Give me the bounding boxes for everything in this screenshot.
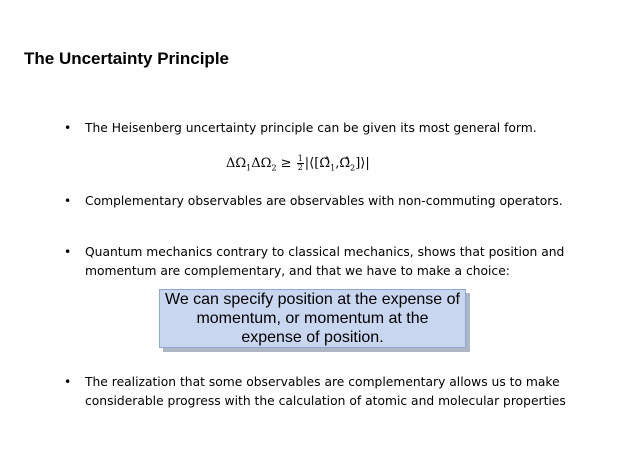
formula-subscript: 2 xyxy=(350,163,356,173)
bullet-item xyxy=(64,373,584,411)
bullet-item xyxy=(64,192,584,211)
bullet-text: Complementary observables are observables with non-commuting operators. xyxy=(85,194,563,208)
bullet-item xyxy=(64,119,584,138)
formula-operator: Ω̂ xyxy=(339,156,351,171)
uncertainty-formula xyxy=(226,155,370,173)
bullet-text: The realization that some observables are complementary allows us to make considerable progress with the calculation of atomic and molecular properties xyxy=(85,375,566,408)
callout-text: We can specify position at the expense of momentum, or momentum at the expense of position. xyxy=(165,291,460,346)
formula-subscript: 2 xyxy=(271,163,277,173)
formula-fraction xyxy=(297,155,304,172)
formula-operator: Ω̂ xyxy=(319,156,331,171)
formula-term: ΔΩ xyxy=(251,156,272,171)
formula-relation: ≥ xyxy=(276,156,296,171)
bullet-marker: • xyxy=(64,375,72,389)
formula-subscript: 1 xyxy=(246,163,252,173)
fraction-denominator: 2 xyxy=(297,163,303,172)
bullet-marker: • xyxy=(64,121,72,135)
formula-subscript: 1 xyxy=(330,163,336,173)
formula-bracket: |⟨[ xyxy=(304,156,320,171)
slide-title: The Uncertainty Principle xyxy=(24,49,229,68)
bullet-marker: • xyxy=(64,245,72,259)
formula-bracket: ]⟩| xyxy=(355,156,370,171)
bullet-text: Quantum mechanics contrary to classical mechanics, shows that position and momentum are complementary, and that we have to make a choice: xyxy=(85,245,565,278)
formula-term: ΔΩ xyxy=(226,156,247,171)
bullet-marker: • xyxy=(64,194,72,208)
fraction-numerator: 1 xyxy=(297,154,303,163)
bullet-text: The Heisenberg uncertainty principle can be given its most general form. xyxy=(85,121,537,135)
callout-box xyxy=(159,289,466,348)
bullet-item xyxy=(64,243,584,281)
formula-separator: , xyxy=(335,156,340,171)
